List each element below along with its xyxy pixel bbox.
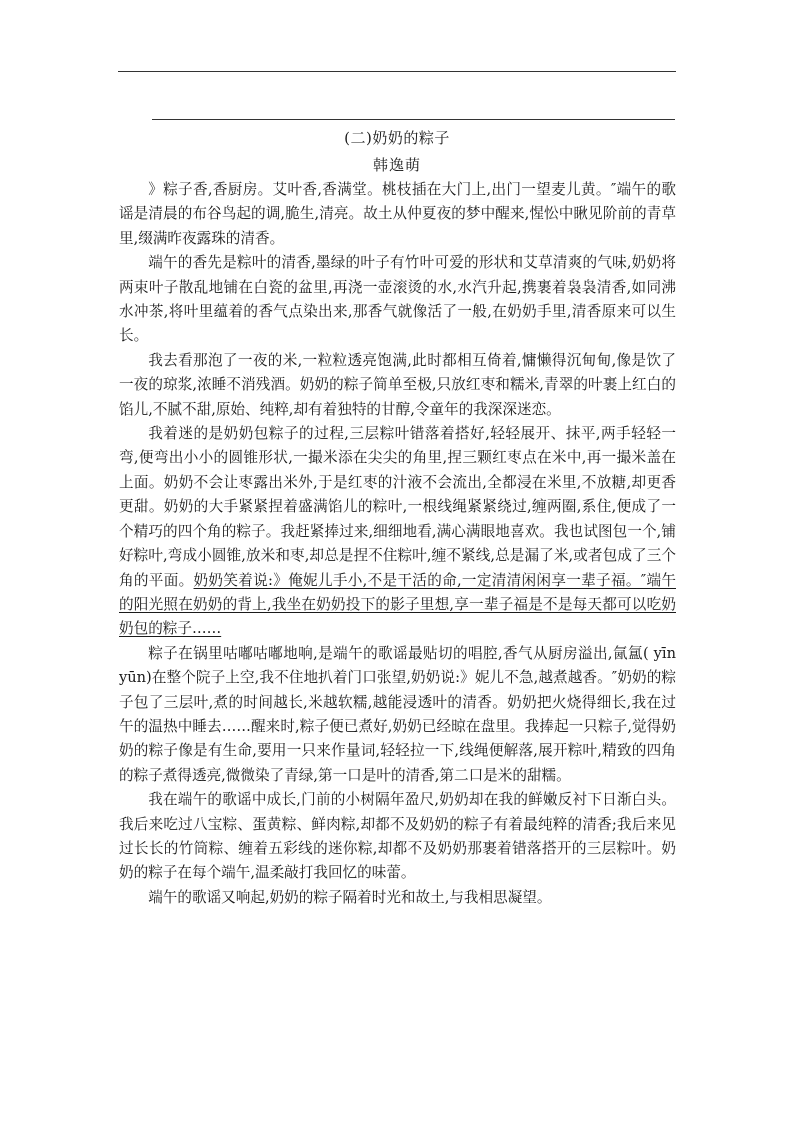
underlined-passage: 奶奶笑着说:》俺妮儿手小,不是干活的命,一定清清闲闲享一辈子福。″端午的阳光照在奶奶的背上,我坐在奶奶投下的影子里想,享一辈子福是不是每天都可以吃奶奶包的粽子…… <box>119 571 676 638</box>
paragraph-1: 》粽子香,香厨房。艾叶香,香满堂。桃枝插在大门上,出门一望麦儿黄。″端午的歌谣是清晨的布谷鸟起的调,脆生,清亮。故土从仲夏夜的梦中醒来,惺忪中瞅见阶前的青草里,缀满昨夜露珠的清香。 <box>119 181 676 247</box>
paragraph-6: 我在端午的歌谣中成长,门前的小树隔年盈尺,奶奶却在我的鲜嫩反衬下日渐白头。我后来吃过八宝粽、蛋黄粽、鲜肉粽,却都不及奶奶的粽子有着最纯粹的清香;我后来见过长长的竹筒粽、缠着五彩线的迷你粽,却都不及奶奶那裹着错落搭开的三层粽叶。奶奶的粽子在每个端午,温柔敲打我回忆的味蕾。 <box>119 791 676 882</box>
paragraph-3: 我去看那泡了一夜的米,一粒粒透亮饱满,此时都相互倚着,慵懒得沉甸甸,像是饮了一夜的琼浆,浓睡不消残酒。奶奶的粽子简单至极,只放红枣和糯米,青翠的叶裹上红白的馅儿,不腻不甜,原始、纯粹,却有着独特的甘醇,令童年的我深深迷恋。 <box>119 351 676 418</box>
header-rule <box>118 71 676 72</box>
article-author: 韩逸萌 <box>372 156 421 174</box>
paragraph-5: 粽子在锅里咕嘟咕嘟地响,是端午的歌谣最贴切的唱腔,香气从厨房溢出,氤氲( yīn yūn)在整个院子上空,我不住地扒着门口张望,奶奶说:》妮儿不急,越煮越香。″奶奶的粽子包了三层叶,煮的时间越长,米越软糯,越能浸透叶的清香。奶奶把火烧得细长,我在过午的温热中睡去……醒来时,粽子便已煮好,奶奶已经晾在盘里。我捧起一只粽子,觉得奶奶的粽子像是有生命,要用一只来作量词,轻轻拉一下,线绳便解落,展开粽叶,精致的四角的粽子煮得透亮,微微染了青绿,第一口是叶的清香,第二口是米的甜糯。 <box>119 644 676 784</box>
section-rule <box>152 119 675 120</box>
paragraph-4-text: 我着迷的是奶奶包粽子的过程,三层粽叶错落着搭好,轻轻展开、抹平,两手轻轻一弯,便弯出小小的圆锥形状,一撮米添在尖尖的角里,捏三颗红枣点在米中,再一撮米盖在上面。奶奶不会让枣露出米外,于是红枣的汁液不会流出,全都浸在米里,不放糖,却更香更甜。奶奶的大手紧紧捏着盛满馅儿的粽叶,一根线绳紧紧绕过,缠两圈,系住,便成了一个精巧的四个角的粽子。我赶紧捧过来,细细地看,满心满眼地喜欢。我也试图包一个,铺好粽叶,弯成小圆锥,放米和枣,却总是捏不住粽叶,缠不紧线,总是漏了米,或者包成了三个角的平面。 <box>119 425 676 589</box>
paragraph-7: 端午的歌谣又响起,奶奶的粽子隔着时光和故土,与我相思凝望。 <box>148 888 552 906</box>
article-body <box>119 178 676 910</box>
paragraph-2: 端午的香先是粽叶的清香,墨绿的叶子有竹叶可爱的形状和艾草清爽的气味,奶奶将两束叶子散乱地铺在白瓷的盆里,再浇一壶滚烫的水,水汽升起,携裹着袅袅清香,如同沸水冲茶,将叶里蕴着的香气点染出来,那香气就像活了一般,在奶奶手里,清香原来可以生长。 <box>119 254 676 345</box>
paragraph-4 <box>119 422 676 642</box>
article-title: (二)奶奶的粽子 <box>344 129 450 147</box>
